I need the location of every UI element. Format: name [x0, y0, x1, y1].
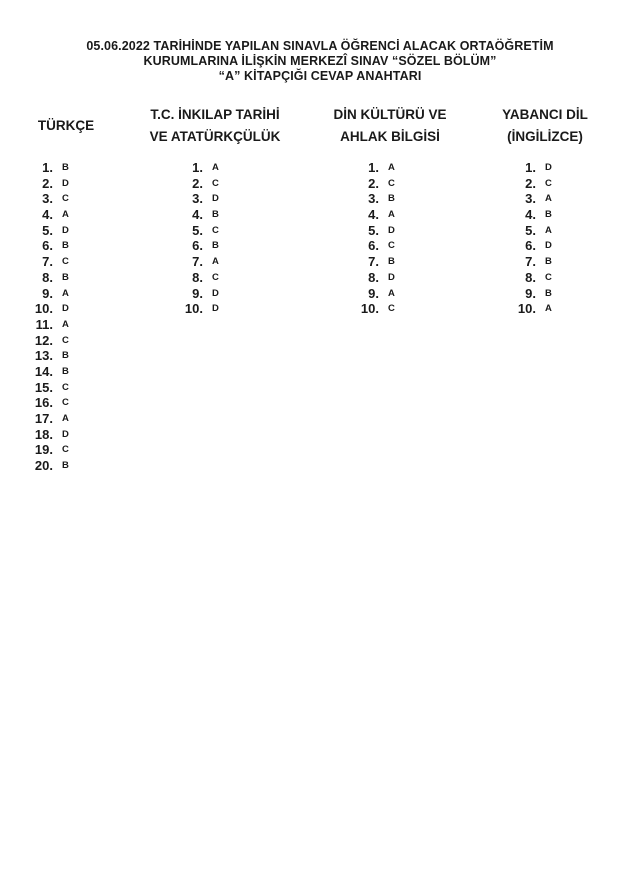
- question-number: 11.: [35, 316, 53, 332]
- question-number: 3.: [368, 191, 379, 207]
- answer-letter: D: [212, 303, 219, 315]
- answer-letter: D: [62, 224, 69, 236]
- section-heading-line: TÜRKÇE: [37, 118, 95, 133]
- answer-letter: C: [62, 381, 69, 393]
- section-heading-din-kulturu: [320, 104, 460, 148]
- question-number: 10.: [517, 301, 536, 317]
- answer-letter: C: [62, 256, 69, 268]
- answer-letter: C: [62, 193, 69, 205]
- question-number: 6.: [368, 238, 379, 254]
- answer-letter: A: [388, 209, 395, 221]
- section-heading-yabanci-dil: [490, 104, 600, 148]
- answer-letter: C: [212, 177, 219, 189]
- question-number: 3.: [42, 191, 53, 207]
- answer-letter: A: [62, 413, 69, 424]
- question-number: 6.: [192, 238, 203, 254]
- section-heading-turkce: [25, 115, 107, 137]
- answer-letter: C: [212, 224, 219, 236]
- question-number: 13.: [34, 348, 53, 364]
- question-number: 1.: [368, 160, 379, 175]
- answer-letter: A: [62, 209, 69, 221]
- question-number: 7.: [368, 254, 379, 270]
- answer-letter: D: [62, 428, 69, 440]
- answer-letter: D: [388, 224, 395, 236]
- question-number: 6.: [525, 238, 536, 254]
- question-number: 10.: [184, 301, 203, 317]
- answer-letter: D: [62, 303, 69, 315]
- answer-letter: B: [388, 193, 395, 205]
- question-number: 2.: [525, 175, 536, 191]
- question-number: 7.: [192, 254, 203, 270]
- answer-letter: B: [62, 240, 69, 252]
- answer-letter: D: [545, 162, 552, 173]
- answer-letter: C: [545, 177, 552, 189]
- question-number: 2.: [368, 175, 379, 191]
- document-title-line-3: “A” KİTAPÇIĞI CEVAP ANAHTARI: [218, 69, 422, 83]
- question-number: 4.: [42, 207, 53, 223]
- question-number: 9.: [368, 285, 379, 301]
- section-heading-line: AHLAK BİLGİSİ: [340, 129, 440, 144]
- question-number: 15.: [34, 379, 53, 395]
- section-heading-line: YABANCI DİL: [502, 107, 588, 122]
- question-number: 14.: [34, 363, 53, 379]
- question-number: 5.: [525, 222, 536, 238]
- answer-letter: B: [388, 256, 395, 268]
- question-number: 9.: [42, 285, 53, 301]
- document-title-line-1: 05.06.2022 TARİHİNDE YAPILAN SINAVLA ÖĞRENCİ ALACAK ORTAÖĞRETİM: [86, 39, 554, 53]
- answer-letter: A: [545, 224, 552, 236]
- answer-letter: C: [212, 271, 219, 283]
- question-number: 17.: [34, 411, 53, 426]
- answer-letter: A: [212, 162, 219, 173]
- answer-letter: B: [62, 460, 69, 472]
- question-number: 4.: [368, 207, 379, 223]
- answer-letter: A: [545, 193, 552, 205]
- answer-letter: B: [62, 162, 69, 173]
- answer-letter: C: [62, 397, 69, 409]
- answer-letter: B: [62, 350, 69, 362]
- question-number: 4.: [192, 207, 203, 223]
- answer-letter: D: [545, 240, 552, 252]
- question-number: 4.: [525, 207, 536, 223]
- question-number: 7.: [42, 254, 53, 270]
- question-number: 5.: [368, 222, 379, 238]
- question-number: 1.: [192, 160, 203, 175]
- section-heading-line: DİN KÜLTÜRÜ VE: [333, 107, 447, 122]
- question-number: 1.: [42, 160, 53, 175]
- question-number: 2.: [192, 175, 203, 191]
- answer-letter: C: [62, 334, 69, 346]
- answer-letter: C: [388, 240, 395, 252]
- question-number: 19.: [34, 442, 53, 458]
- question-number: 7.: [525, 254, 536, 270]
- section-heading-line: VE ATATÜRKÇÜLÜK: [149, 129, 281, 144]
- question-number: 8.: [192, 269, 203, 285]
- question-number: 20.: [34, 458, 53, 474]
- question-number: 16.: [34, 395, 53, 411]
- answer-letter: C: [545, 271, 552, 283]
- answer-letter: D: [62, 177, 69, 189]
- question-number: 8.: [368, 269, 379, 285]
- answer-letter: D: [388, 271, 395, 283]
- question-number: 5.: [42, 222, 53, 238]
- question-number: 8.: [42, 269, 53, 285]
- answer-letter: A: [62, 318, 69, 330]
- answer-letter: C: [62, 444, 69, 456]
- answer-letter: B: [545, 287, 552, 299]
- answer-letter: B: [212, 209, 219, 221]
- answer-letter: B: [545, 256, 552, 268]
- answer-letter: A: [212, 256, 219, 268]
- question-number: 18.: [34, 426, 53, 442]
- question-number: 8.: [525, 269, 536, 285]
- answer-letter: C: [388, 303, 395, 315]
- section-heading-line: T.C. İNKILAP TARİHİ: [150, 107, 280, 122]
- answer-letter: B: [62, 365, 69, 377]
- answer-letter: A: [388, 287, 395, 299]
- document-title-line-2: KURUMLARINA İLİŞKİN MERKEZÎ SINAV “SÖZEL BÖLÜM”: [143, 54, 497, 68]
- question-number: 9.: [525, 285, 536, 301]
- question-number: 6.: [42, 238, 53, 254]
- answer-letter: C: [388, 177, 395, 189]
- answer-letter: A: [62, 287, 69, 299]
- answer-letter: B: [212, 240, 219, 252]
- question-number: 10.: [34, 301, 53, 317]
- question-number: 3.: [525, 191, 536, 207]
- question-number: 2.: [42, 175, 53, 191]
- answer-letter: A: [388, 162, 395, 173]
- answer-letter: B: [62, 271, 69, 283]
- answer-letter: D: [212, 193, 219, 205]
- question-number: 12.: [34, 332, 53, 348]
- question-number: 3.: [192, 191, 203, 207]
- answer-letter: B: [545, 209, 552, 221]
- answer-letter: D: [212, 287, 219, 299]
- section-heading-inkilap: [133, 104, 297, 148]
- question-number: 5.: [192, 222, 203, 238]
- question-number: 9.: [192, 285, 203, 301]
- section-heading-line: (İNGİLİZCE): [507, 129, 583, 144]
- question-number: 10.: [360, 301, 379, 317]
- question-number: 1.: [525, 160, 536, 175]
- answer-letter: A: [545, 303, 552, 315]
